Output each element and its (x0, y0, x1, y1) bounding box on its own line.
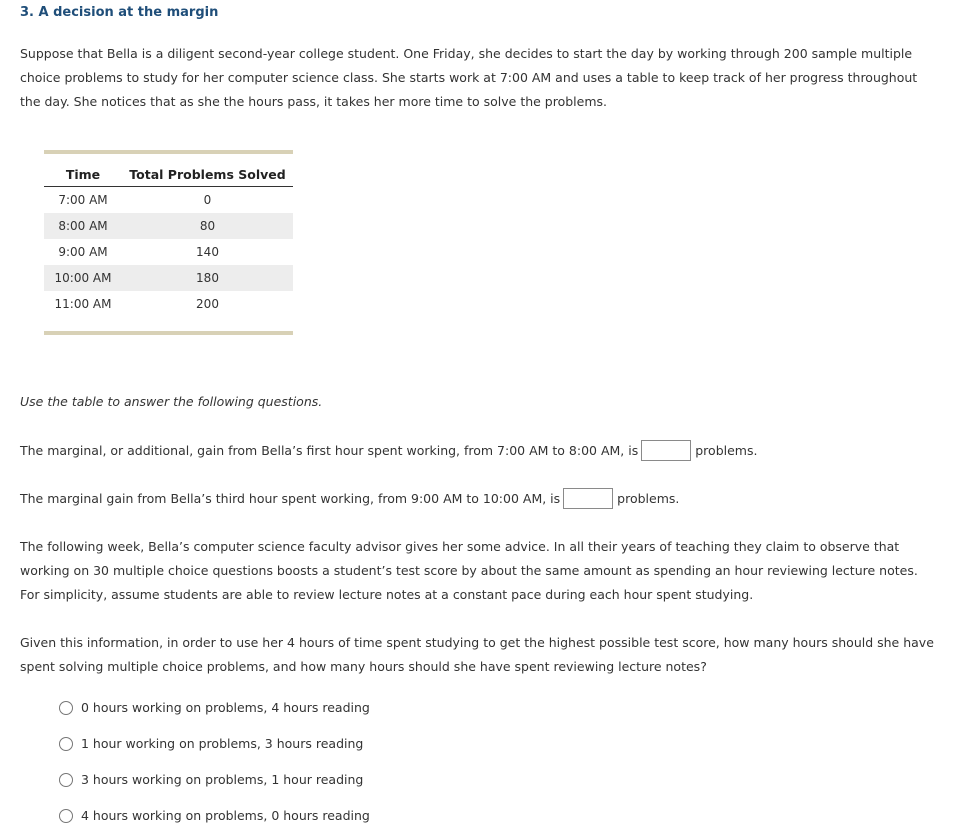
radio-button[interactable] (59, 809, 73, 823)
option-1-hour-problems[interactable] (59, 736, 363, 751)
option-label[interactable]: 0 hours working on problems, 4 hours reading (81, 700, 370, 715)
option-0-hours-problems[interactable] (59, 700, 370, 715)
question-1 (20, 440, 757, 461)
intro-paragraph: Suppose that Bella is a diligent second-year college student. One Friday, she decides to start the day by working through 200 sample multiple choice problems to study for her computer science class. She starts work at 7:00 AM and uses a table to keep track of her progress throughout the day. She notices that as she the hours pass, it takes her more time to solve the problems. (20, 46, 918, 109)
cell-time: 7:00 AM (58, 193, 108, 207)
table-row (44, 187, 293, 214)
option-4-hours-problems[interactable] (59, 808, 370, 823)
question-1-text: The marginal, or additional, gain from Bella’s first hour spent working, from 7:00 AM to 8:00 AM, is (20, 443, 639, 458)
question-2 (20, 488, 679, 509)
cell-problems: 200 (196, 297, 219, 311)
cell-time: 10:00 AM (44, 265, 122, 291)
radio-button[interactable] (59, 737, 73, 751)
cell-problems: 80 (122, 213, 293, 239)
table-row (44, 265, 293, 291)
cell-problems: 0 (203, 193, 212, 207)
table-header-row (44, 152, 293, 187)
radio-button[interactable] (59, 701, 73, 715)
question-2-answer-input[interactable] (563, 488, 613, 509)
question-1-suffix: problems. (695, 443, 758, 458)
table-row (44, 291, 293, 333)
cell-time: 9:00 AM (58, 245, 108, 259)
cell-time: 11:00 AM (54, 297, 112, 311)
option-label[interactable]: 3 hours working on problems, 1 hour reading (81, 772, 364, 787)
option-label[interactable]: 1 hour working on problems, 3 hours reading (81, 736, 364, 751)
table-row (44, 239, 293, 265)
table-row (44, 213, 293, 239)
instruction-text: Use the table to answer the following questions. (20, 394, 323, 409)
question-title: 3. A decision at the margin (20, 5, 219, 20)
option-3-hours-problems[interactable] (59, 772, 363, 787)
header-total-problems: Total Problems Solved (122, 152, 293, 187)
cell-problems: 140 (196, 245, 219, 259)
question-2-suffix: problems. (617, 491, 680, 506)
option-label[interactable]: 4 hours working on problems, 0 hours reading (81, 808, 370, 823)
progress-table (44, 150, 293, 335)
radio-button[interactable] (59, 773, 73, 787)
question-3-prompt: Given this information, in order to use her 4 hours of time spent studying to get the highest possible test score, how many hours should she have spent solving multiple choice problems, and how many hours should she have spent reviewing lecture notes? (20, 635, 934, 674)
advice-paragraph: The following week, Bella’s computer science faculty advisor gives her some advice. In all their years of teaching they claim to observe that working on 30 multiple choice questions boosts a student’s test score by about the same amount as spending an hour reviewing lecture notes. For simplicity, assume students are able to review lecture notes at a constant pace during each hour spent studying. (20, 539, 918, 602)
cell-problems: 180 (122, 265, 293, 291)
question-1-answer-input[interactable] (641, 440, 691, 461)
question-2-text: The marginal gain from Bella’s third hour spent working, from 9:00 AM to 10:00 AM, is (20, 491, 561, 506)
header-time: Time (44, 152, 122, 187)
cell-time: 8:00 AM (44, 213, 122, 239)
